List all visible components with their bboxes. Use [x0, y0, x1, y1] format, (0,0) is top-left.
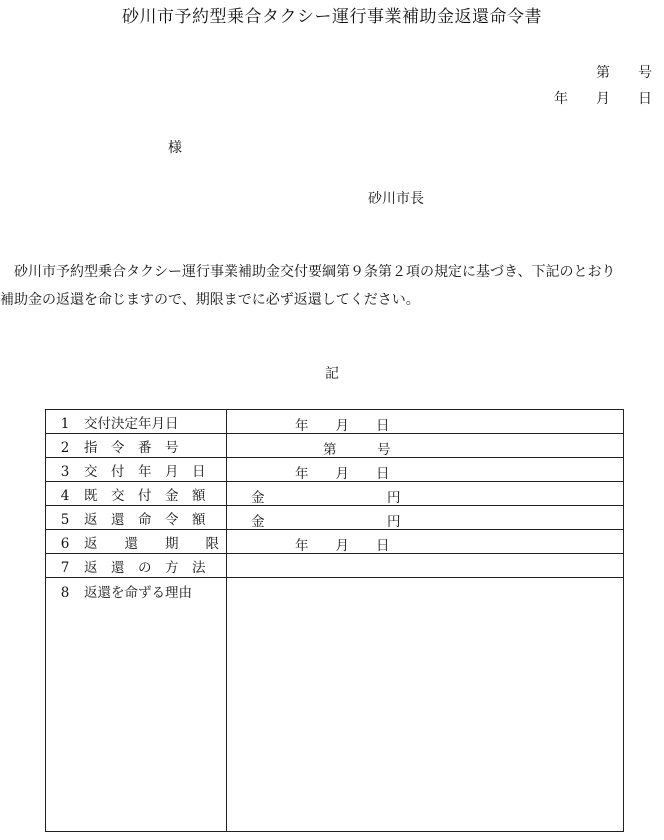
- value-prefix: 金: [251, 513, 265, 530]
- row-label: [46, 434, 227, 458]
- table-row: [46, 434, 624, 458]
- row-number: 8: [60, 585, 70, 601]
- row-label: [46, 410, 227, 434]
- row-label: [46, 506, 227, 530]
- table-row: [46, 578, 624, 832]
- value-prefix: 金: [251, 489, 265, 506]
- row-label: [46, 554, 227, 578]
- table-row: [46, 482, 624, 506]
- ki-heading: 記: [325, 366, 339, 382]
- value-suffix: 円: [387, 489, 401, 506]
- row-number: 5: [60, 511, 70, 528]
- body-line-2: 補助金の返還を命じますので、期限までに必ず返還してください。: [0, 292, 420, 308]
- row-value-text: 年 月 日: [295, 417, 390, 434]
- row-number: 6: [60, 535, 70, 552]
- row-number: 2: [60, 439, 70, 456]
- table-row: [46, 410, 624, 434]
- row-value: [227, 458, 624, 482]
- row-label-text: 交付決定年月日: [84, 415, 179, 432]
- row-value: [227, 554, 624, 578]
- table-row: [46, 506, 624, 530]
- row-value-text: 第 号: [323, 441, 391, 458]
- body-line-1: 砂川市予約型乗合タクシー運行事業補助金交付要綱第９条第２項の規定に基づき、下記のとおり: [14, 264, 616, 280]
- row-value-text: 年 月 日: [295, 465, 390, 482]
- row-value-text: 年 月 日: [295, 537, 390, 554]
- row-value: [227, 482, 624, 506]
- row-number: 3: [60, 463, 70, 480]
- row-label: [46, 482, 227, 506]
- row-label-text: 既 交 付 金 額: [84, 487, 206, 504]
- row-label: [46, 530, 227, 554]
- row-value: [227, 410, 624, 434]
- row-value: [227, 530, 624, 554]
- row-number: 4: [60, 487, 70, 504]
- row-value: [227, 578, 624, 832]
- document-date: 年 月 日: [554, 91, 652, 107]
- body-paragraph: [0, 258, 664, 314]
- row-number: 7: [60, 559, 70, 576]
- row-label-text: 返 還 の 方 法: [84, 559, 206, 576]
- value-suffix: 円: [387, 513, 401, 530]
- row-value: [227, 434, 624, 458]
- row-label-text: 返 還 期 限: [84, 535, 219, 552]
- issuer-name: 砂川市長: [368, 191, 424, 207]
- row-label-text: 指 令 番 号: [84, 439, 179, 456]
- table-row: [46, 530, 624, 554]
- row-label: [46, 458, 227, 482]
- table-row: [46, 554, 624, 578]
- document-title: 砂川市予約型乗合タクシー運行事業補助金返還命令書: [122, 7, 542, 27]
- recipient-suffix: 様: [168, 140, 182, 156]
- document-number: 第 号: [596, 65, 652, 81]
- row-label: [46, 578, 227, 832]
- row-value: [227, 506, 624, 530]
- row-label-text: 返還を命ずる理由: [84, 585, 192, 601]
- detail-table: [45, 409, 624, 832]
- row-label-text: 返 還 命 令 額: [84, 511, 206, 528]
- row-label-text: 交 付 年 月 日: [84, 463, 206, 480]
- row-number: 1: [60, 415, 70, 432]
- table-row: [46, 458, 624, 482]
